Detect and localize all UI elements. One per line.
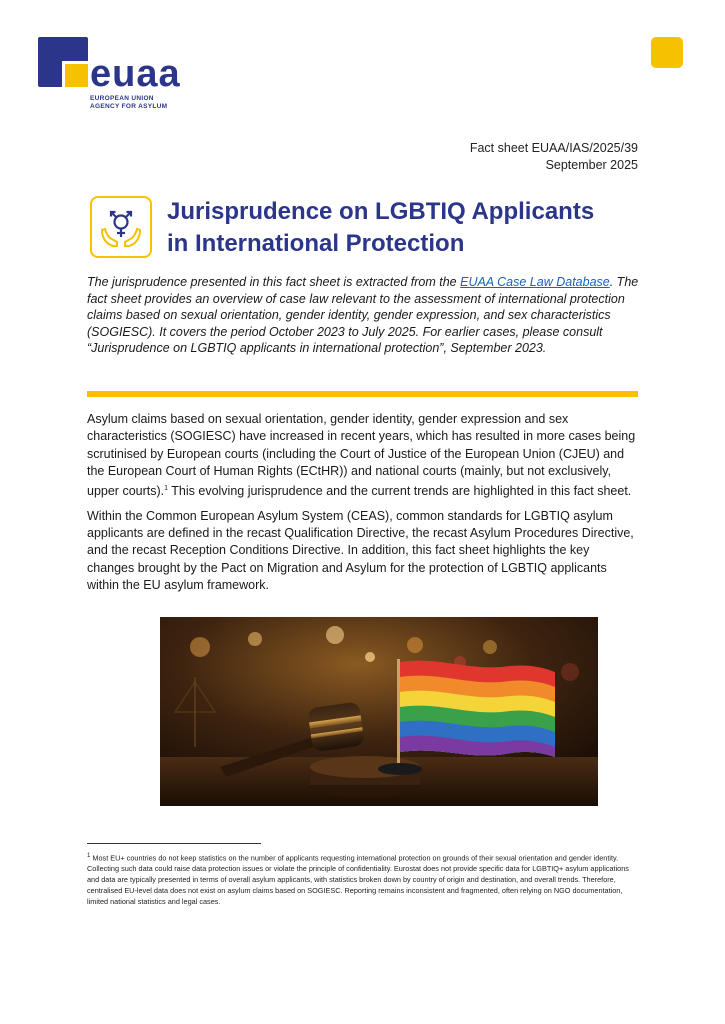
fact-sheet-date: September 2025 — [545, 158, 638, 172]
body-paragraph-1-main: Asylum claims based on sexual orientation, gender identity, gender expression and sex characteristics (SOGIESC) have increased in recent years, which has resulted in more cases being scrutinised by European courts (including the Court of Justice of the European Union (CJEU) and the European Court of Human Rights (ECtHR)) and national courts (mainly, but not exclusively, upper courts). — [87, 412, 636, 499]
body-paragraph-2: Within the Common European Asylum System (CEAS), common standards for LGBTIQ asylum applicants are defined in the recast Qualification Directive, the recast Asylum Procedures Directive, and the recast Reception Conditions Directive. In addition, this fact sheet highlights the key changes brought by the Pact on Migration and Asylum for the protection of LGBTIQ applicants within the EU asylum framework. — [87, 508, 634, 592]
section-divider — [87, 391, 638, 397]
footnote — [87, 850, 640, 907]
logo-subtitle-line1: EUROPEAN UNION — [90, 95, 154, 102]
footnote-reference[interactable]: 1 — [164, 485, 169, 493]
body-paragraph-1 — [87, 411, 640, 501]
corner-tab — [651, 37, 683, 68]
logo-yellow-square — [65, 64, 88, 87]
intro-text-before: The jurisprudence presented in this fact sheet is extracted from the — [87, 275, 461, 289]
gavel-and-rainbow-flag-photo — [160, 617, 598, 806]
page-title-line2: in International Protection — [167, 230, 465, 257]
fact-sheet-code: Fact sheet EUAA/IAS/2025/39 — [469, 141, 638, 155]
logo-subtitle — [90, 95, 167, 111]
logo-subtitle-line2: AGENCY FOR ASYLUM — [90, 103, 168, 110]
footnote-number: 1 — [87, 852, 91, 859]
case-law-database-link[interactable]: EUAA Case Law Database — [460, 275, 610, 289]
logo-wordmark: euaa — [90, 53, 181, 95]
intro-paragraph — [87, 274, 640, 357]
body-paragraph-1-end: This evolving jurisprudence and the current trends are highlighted in this fact sheet. — [168, 484, 632, 499]
footnote-text: Most EU+ countries do not keep statistics on the number of applicants requesting international protection on grounds of their sexual orientation and gender identity. Collecting such data could raise data protection issues or violate the principle of confidentiality. Eurostat does not provide specific data for LGBTIQ+ asylum applications and data are typically presented in terms of overall asylum applicants, with statistics broken down by country of origin and destination, and overall trends. Therefore, centralised EU-level data does not exist on asylum claims based on SOGIESC. Reporting remains inconsistent and fragmented, often relying on NGO documentation, limited national statistics and legal cases. — [87, 853, 629, 907]
intro-text-after: . The fact sheet provides an overview of case law relevant to the assessment of international protection claims based on sexual orientation, gender identity, gender expression, and sex characteristics (SOGIESC). It covers the period October 2023 to July 2025. For earlier cases, please consult “Jurisprudence on LGBTIQ applicants in international protection”, September 2023. — [87, 275, 639, 355]
footnote-divider — [87, 843, 261, 844]
body-text — [87, 411, 640, 601]
fact-sheet-reference — [470, 140, 638, 174]
page-title-line1: Jurisprudence on LGBTIQ Applicants — [167, 198, 595, 225]
page-title — [167, 196, 637, 260]
gender-symbols-hands-icon — [90, 196, 152, 258]
euaa-logo — [38, 37, 198, 113]
